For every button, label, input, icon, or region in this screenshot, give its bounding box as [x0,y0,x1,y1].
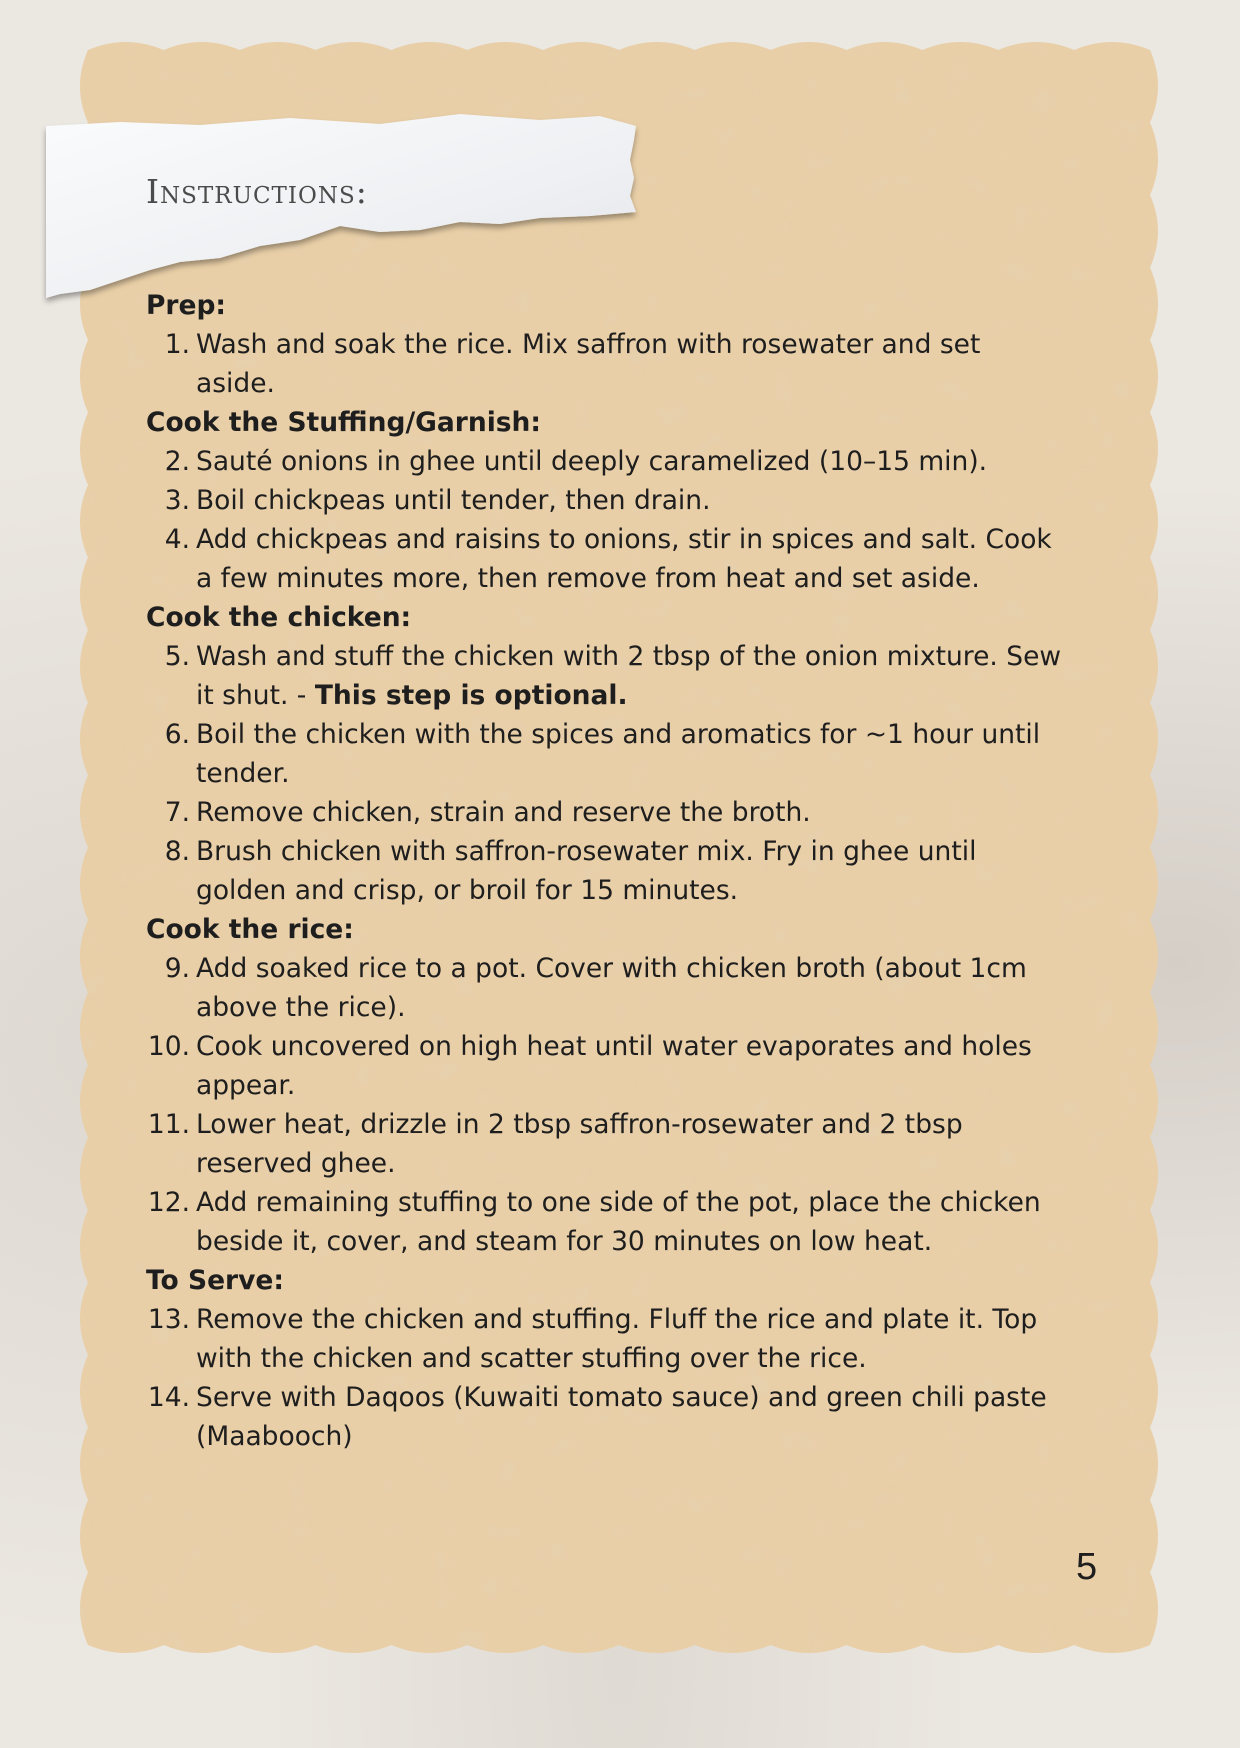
step-text: Sauté onions in ghee until deeply caramelized (10–15 min). [196,446,988,477]
instruction-step [146,793,1066,832]
instruction-step [146,1300,1066,1378]
group-heading: Cook the chicken: [146,602,412,633]
step-text: Add chickpeas and raisins to onions, stir in spices and salt. Cook a few minutes more, then remove from heat and set aside. [196,524,1052,594]
step-emphasis: This step is optional. [314,680,628,711]
step-number: 9. [164,953,190,984]
step-text: Boil the chicken with the spices and aromatics for ~1 hour until tender. [196,719,1041,789]
step-text: Brush chicken with saffron-rosewater mix. Fry in ghee until golden and crisp, or broil for 15 minutes. [196,836,977,906]
instruction-step [146,1183,1066,1261]
step-number: 6. [164,719,190,750]
group-heading: Prep: [146,290,227,321]
instruction-step [146,442,1066,481]
instruction-step [146,1378,1066,1456]
step-number: 4. [164,524,190,555]
group-heading: Cook the Stuffing/Garnish: [146,407,542,438]
step-text: Wash and soak the rice. Mix saffron with rosewater and set aside. [196,329,981,399]
instruction-step [146,715,1066,793]
instruction-step [146,1105,1066,1183]
step-number: 1. [164,329,190,360]
group-heading: To Serve: [146,1265,284,1296]
step-text: Remove the chicken and stuffing. Fluff the rice and plate it. Top with the chicken and scatter stuffing over the rice. [196,1304,1038,1374]
instruction-step [146,481,1066,520]
instruction-step [146,949,1066,1027]
step-number: 7. [164,797,190,828]
step-text: Add soaked rice to a pot. Cover with chicken broth (about 1cm above the rice). [196,953,1027,1023]
step-number: 3. [164,485,190,516]
group-heading: Cook the rice: [146,914,354,945]
step-text: Add remaining stuffing to one side of the pot, place the chicken beside it, cover, and steam for 30 minutes on low heat. [196,1187,1041,1257]
step-text: Lower heat, drizzle in 2 tbsp saffron-rosewater and 2 tbsp reserved ghee. [196,1109,963,1179]
instruction-step [146,325,1066,403]
step-text: Serve with Daqoos (Kuwaiti tomato sauce) and green chili paste (Maabooch) [196,1382,1047,1452]
instruction-step [146,637,1066,715]
step-text: Wash and stuff the chicken with 2 tbsp of the onion mixture. Sew it shut. - [196,641,1062,711]
step-text: Cook uncovered on high heat until water evaporates and holes appear. [196,1031,1032,1101]
step-number: 8. [164,836,190,867]
step-text: Remove chicken, strain and reserve the broth. [196,797,811,828]
step-number: 5. [164,641,190,672]
instruction-step [146,1027,1066,1105]
step-text: Boil chickpeas until tender, then drain. [196,485,711,516]
step-number: 11. [147,1109,190,1140]
step-number: 12. [147,1187,190,1218]
step-number: 13. [147,1304,190,1335]
instruction-step [146,520,1066,598]
step-number: 14. [147,1382,190,1413]
step-number: 2. [164,446,190,477]
section-title: Instructions: [146,172,368,211]
page-number: 5 [1076,1546,1098,1588]
instructions-list [146,286,1066,1456]
instruction-step [146,832,1066,910]
step-number: 10. [147,1031,190,1062]
